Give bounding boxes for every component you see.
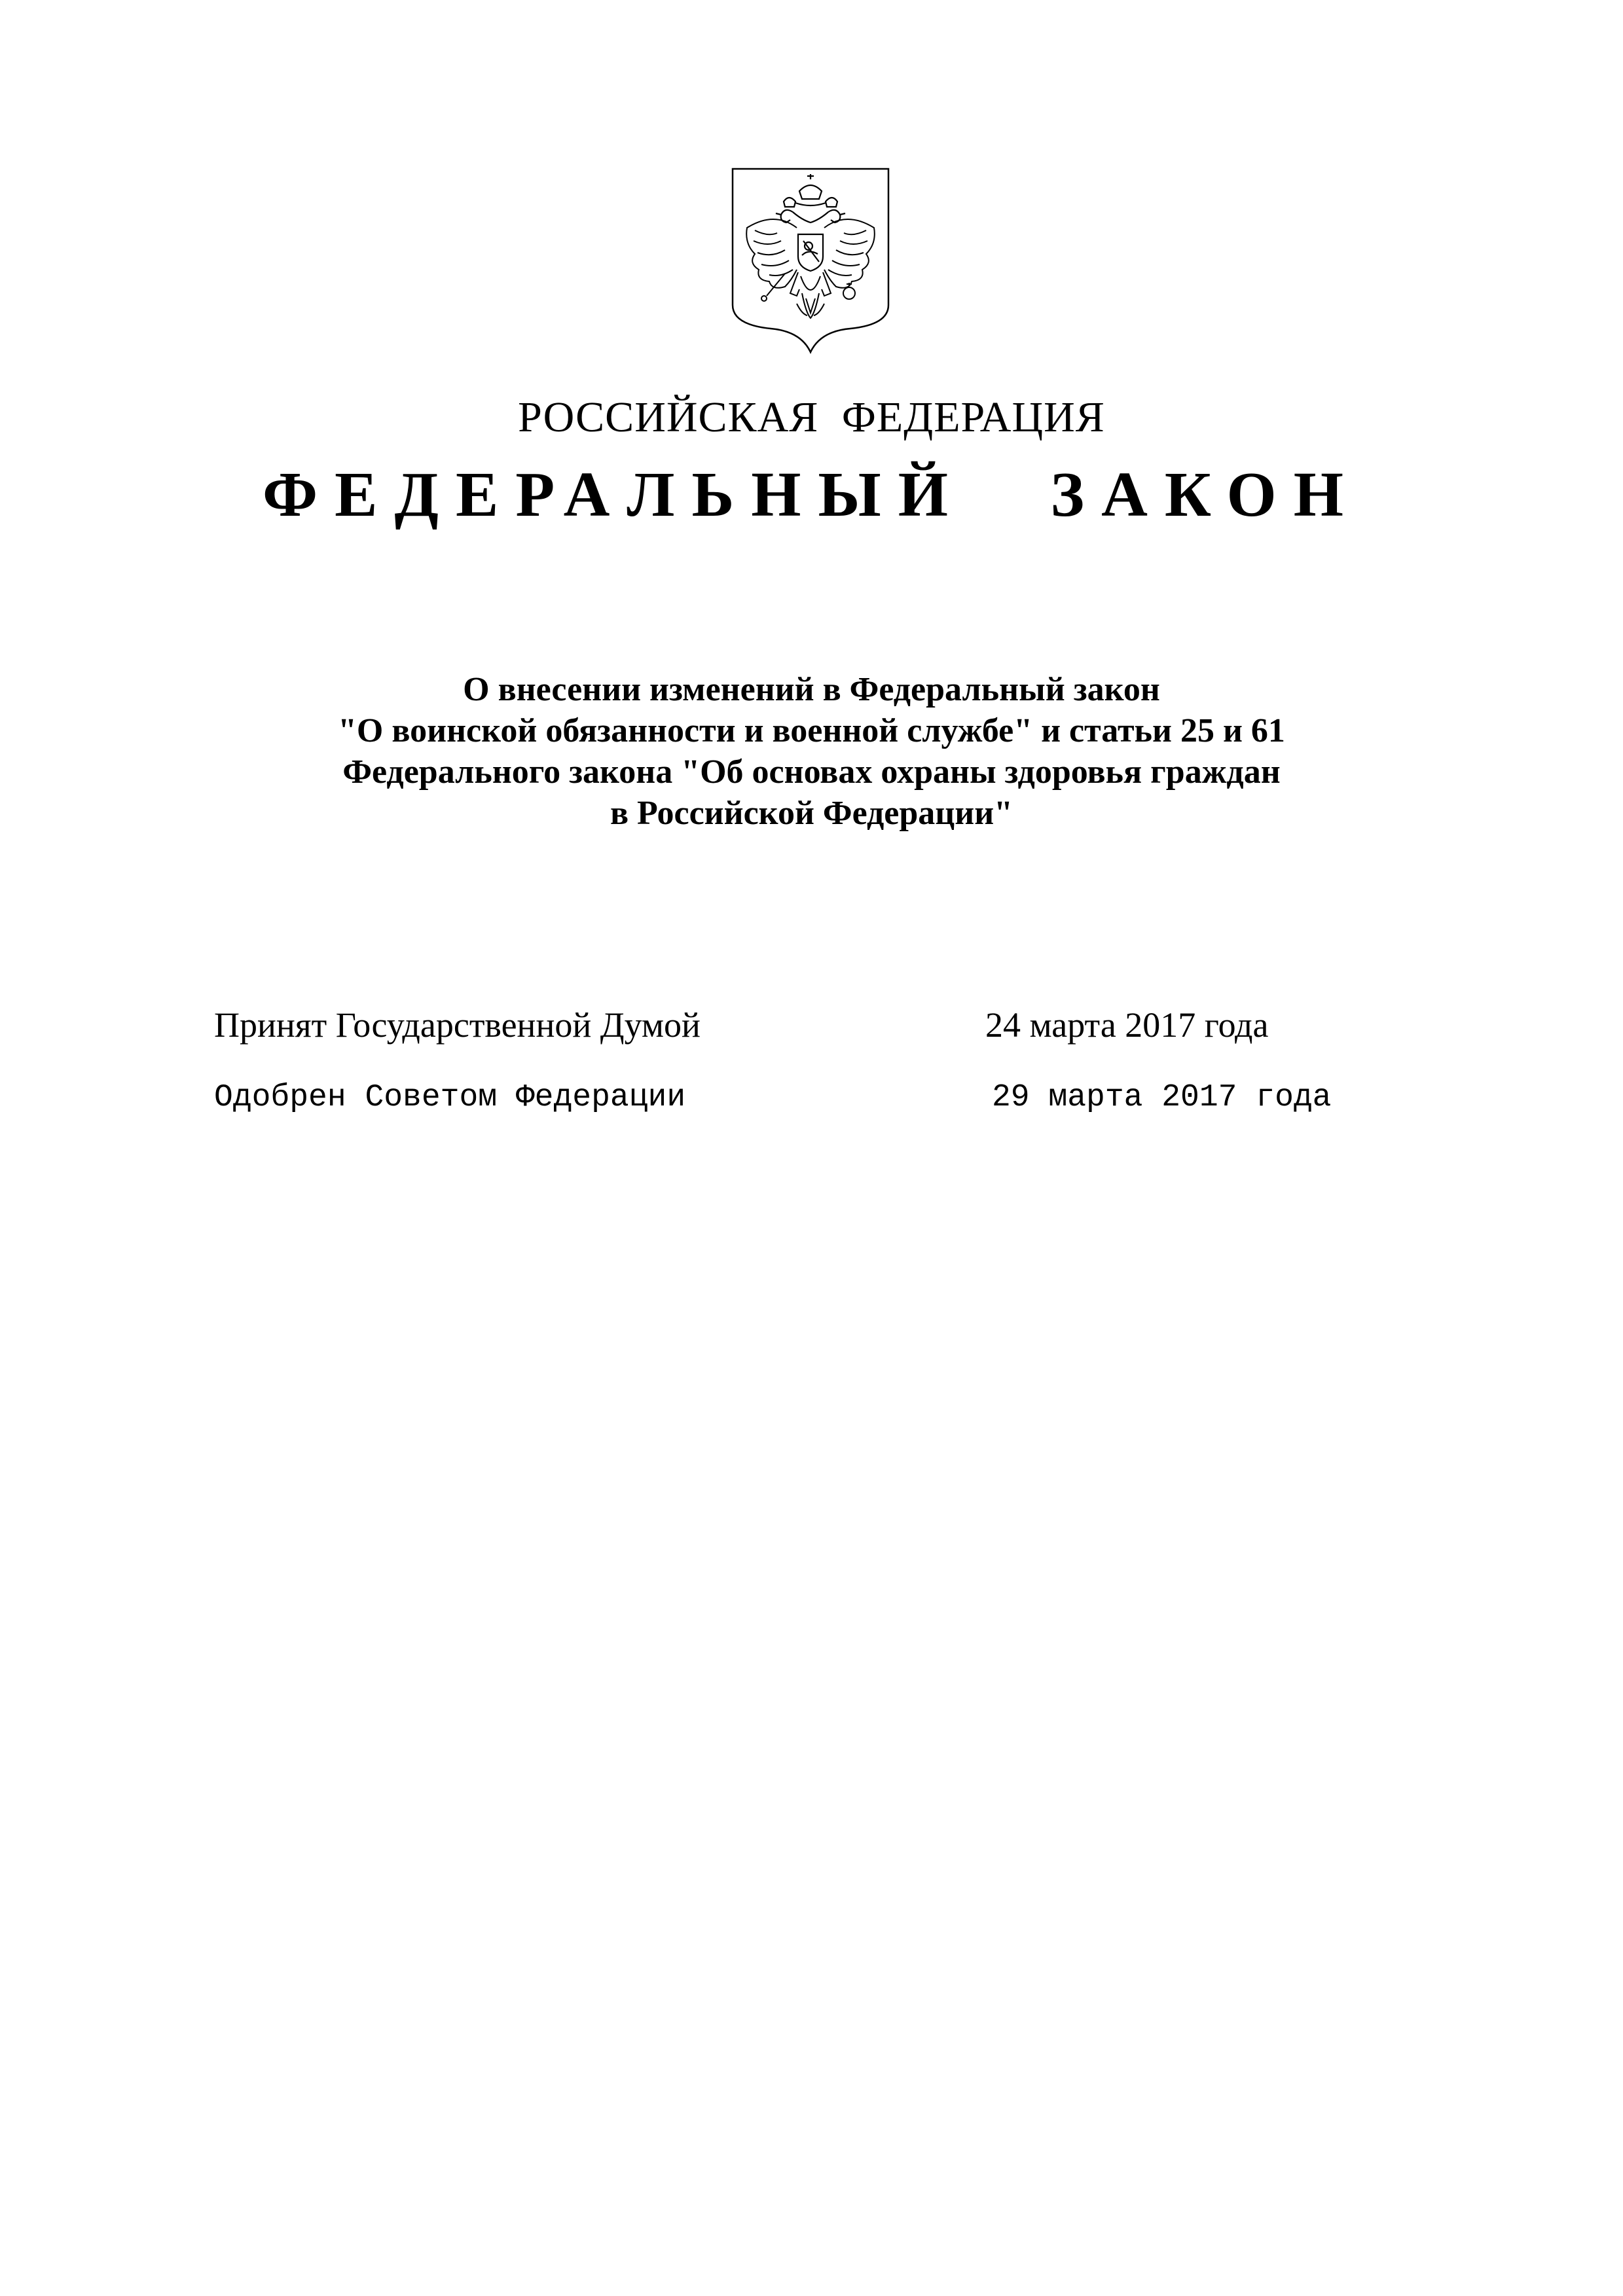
law-title-line: Федерального закона "Об основах охраны здоровья граждан bbox=[342, 753, 1281, 791]
council-approval-date: 29 марта 2017 года bbox=[992, 1080, 1332, 1115]
law-title-line: О внесении изменений в Федеральный закон bbox=[463, 671, 1160, 708]
law-title-line: в Российской Федерации" bbox=[610, 795, 1013, 832]
country-name: РОССИЙСКАЯ ФЕДЕРАЦИЯ bbox=[518, 393, 1105, 441]
law-title-line: "О воинской обязанности и военной службе" и статьи 25 и 61 bbox=[338, 712, 1285, 749]
russian-coat-of-arms-icon bbox=[729, 165, 892, 361]
law-title bbox=[0, 669, 1623, 834]
coat-of-arms-emblem bbox=[729, 165, 892, 361]
adoption-duma-row bbox=[0, 1005, 1623, 1057]
document-type-heading: ФЕДЕРАЛЬНЫЙ ЗАКОН bbox=[263, 459, 1360, 530]
duma-adoption-date: 24 марта 2017 года bbox=[985, 1005, 1269, 1045]
council-approval-label: Одобрен Советом Федерации bbox=[214, 1080, 686, 1115]
duma-adoption-label: Принят Государственной Думой bbox=[214, 1005, 701, 1045]
adoption-council-row bbox=[0, 1080, 1623, 1132]
